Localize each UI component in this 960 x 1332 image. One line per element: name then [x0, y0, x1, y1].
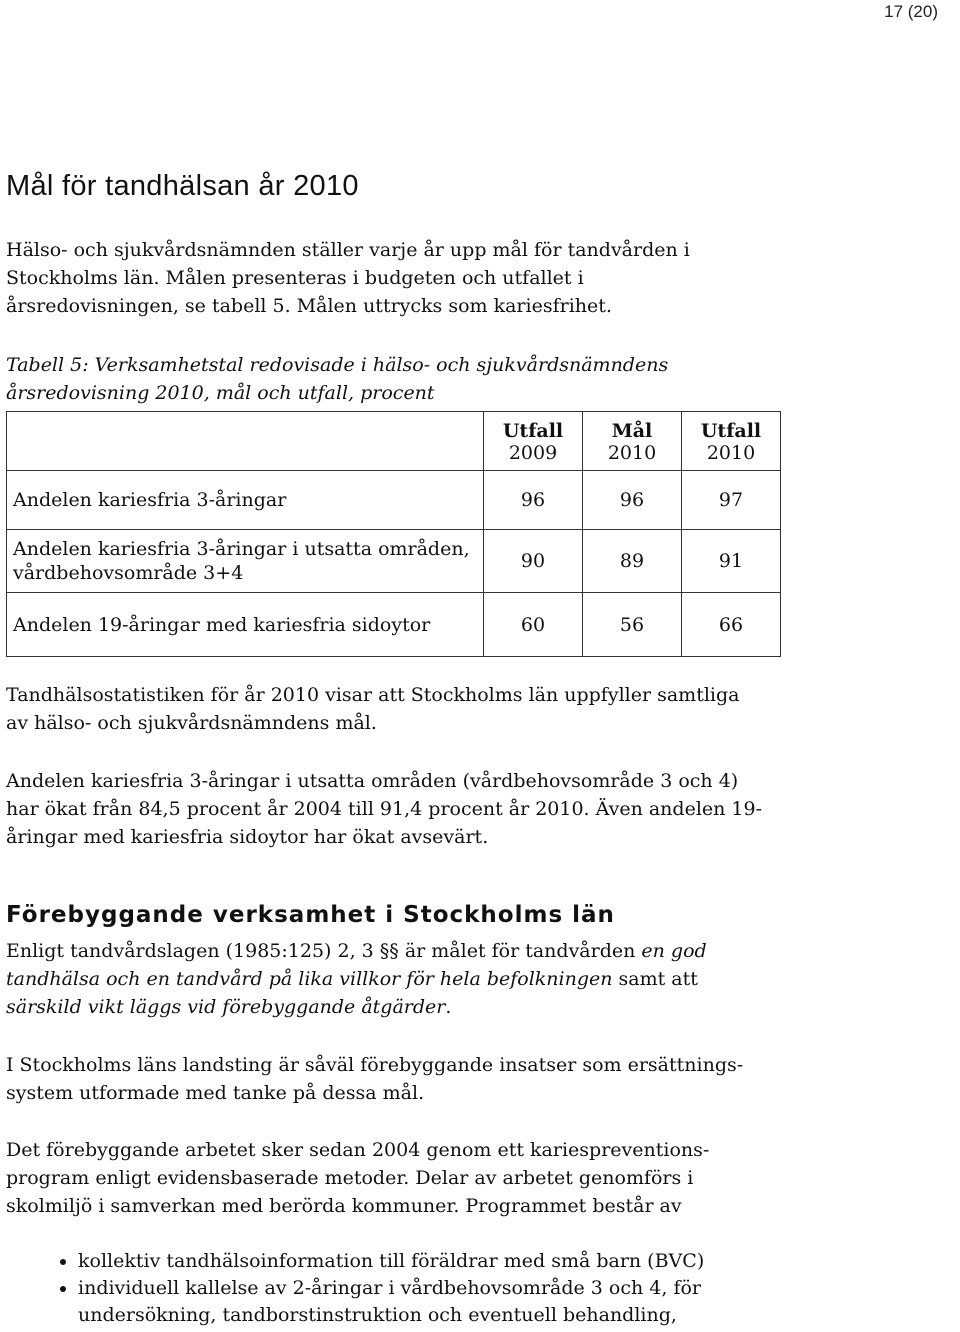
value-cell: 96	[484, 471, 583, 530]
table-header-empty	[7, 412, 484, 471]
table-row	[7, 593, 781, 657]
table-header-row	[7, 412, 781, 443]
value-cell: 91	[682, 530, 781, 593]
value-cell: 90	[484, 530, 583, 593]
row-label: Andelen 19-åringar med kariesfria sidoytor	[7, 593, 484, 657]
law-emphasis-2: särskild vikt läggs vid förebyggande åtgärder	[6, 996, 446, 1018]
law-paragraph	[6, 937, 736, 1021]
year-cell: 2010	[682, 442, 781, 471]
table-caption: Tabell 5: Verksamhetstal redovisade i hälso- och sjukvårdsnämndens årsredovisning 2010, mål och utfall, procent	[6, 354, 669, 404]
statistics-paragraph: Tandhälsostatistiken för år 2010 visar att Stockholms län uppfyller samtliga av hälso- och sjukvårdsnämndens mål.	[6, 684, 740, 734]
year-cell: 2010	[583, 442, 682, 471]
law-middle: samt att	[612, 968, 698, 990]
value-cell: 56	[583, 593, 682, 657]
year-cell: 2009	[484, 442, 583, 471]
list-item: • individuell kallelse av 2-åringar i vårdbehovsområde 3 och 4, för undersökning, tandborstinstruktion och eventuell behandling,	[78, 1275, 778, 1329]
row-label: Andelen kariesfria 3-åringar	[7, 471, 484, 530]
list-item: • kollektiv tandhälsoinformation till föräldrar med små barn (BVC)	[78, 1248, 778, 1275]
header-cell: Utfall	[484, 412, 583, 443]
program-paragraph: Det förebyggande arbetet sker sedan 2004 genom ett kariespreventions-program enligt evidensbaserade metoder. Delar av arbetet genomförs i skolmiljö i samverkan med berörda kommuner. Programmet består av	[6, 1139, 710, 1217]
law-emphasis: en god tandhälsa och en tandvård på lika villkor för hela befolkningen	[6, 940, 707, 990]
section-title: Mål för tandhälsan år 2010	[6, 170, 359, 202]
value-cell: 96	[583, 471, 682, 530]
program-list	[40, 1248, 778, 1329]
intro-paragraph: Hälso- och sjukvårdsnämnden ställer varje år upp mål för tandvården i Stockholms län. Målen presenteras i budgeten och utfallet i årsredovisningen, se tabell 5. Målen uttrycks som kariesfrihet.	[6, 239, 690, 317]
system-paragraph: I Stockholms läns landsting är såväl förebyggande insatser som ersättnings-system utformade med tanke på dessa mål.	[6, 1054, 744, 1104]
law-suffix: .	[445, 996, 452, 1018]
sub-heading: Förebyggande verksamhet i Stockholms län	[6, 902, 615, 928]
value-cell: 66	[682, 593, 781, 657]
table-row	[7, 530, 781, 593]
table-row	[7, 471, 781, 530]
value-cell: 97	[682, 471, 781, 530]
page-number: 17 (20)	[884, 2, 938, 21]
law-prefix: Enligt tandvårdslagen (1985:125) 2, 3 §§ är målet för tandvården	[6, 940, 642, 962]
header-cell: Mål	[583, 412, 682, 443]
row-label: Andelen kariesfria 3-åringar i utsatta områden, vårdbehovsområde 3+4	[7, 530, 484, 593]
increase-paragraph: Andelen kariesfria 3-åringar i utsatta områden (vårdbehovsområde 3 och 4) har ökat från 84,5 procent år 2004 till 91,4 procent år 2010. Även andelen 19-åringar med kariesfria sidoytor har ökat avsevärt.	[6, 770, 763, 848]
value-cell: 60	[484, 593, 583, 657]
statistics-table	[6, 411, 781, 657]
value-cell: 89	[583, 530, 682, 593]
header-cell: Utfall	[682, 412, 781, 443]
